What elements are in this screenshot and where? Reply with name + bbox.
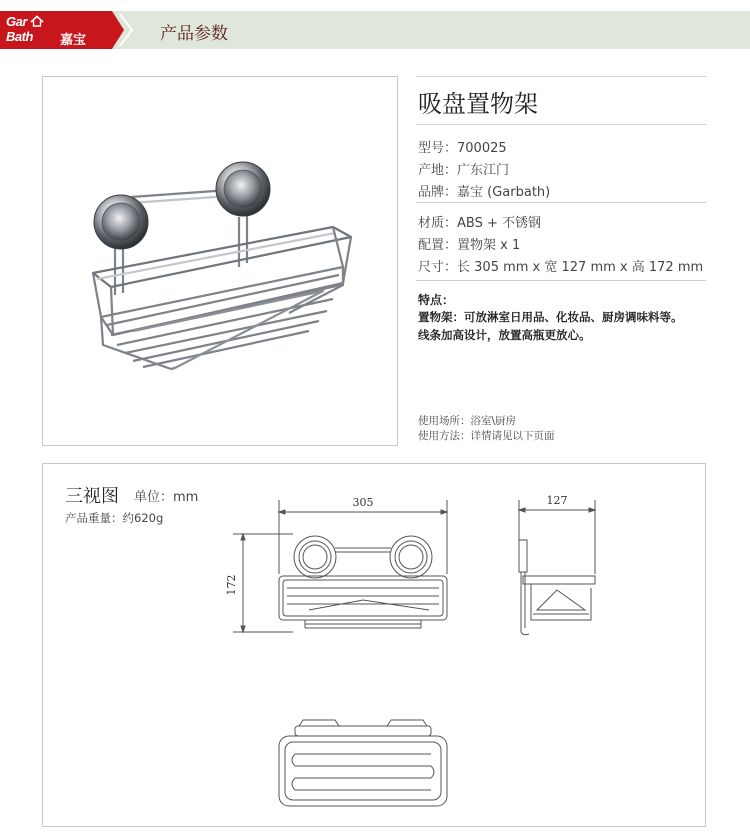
product-name: 吸盘置物架: [418, 90, 538, 118]
spec-origin: 产地：广东江门: [418, 163, 510, 178]
spec-configuration: 配置：置物架 x 1: [418, 238, 521, 253]
feature-line: 置物架：可放淋室日用品、化妆品、厨房调味料等。: [418, 310, 683, 324]
brand-logo[interactable]: [0, 11, 112, 49]
usage-place: 使用场所：浴室\厨房: [418, 415, 517, 427]
product-photo: [42, 76, 398, 446]
top-view-drawing: [279, 720, 447, 806]
spec-panel: [416, 76, 706, 446]
spec-brand: 品牌：嘉宝 (Garbath): [418, 185, 551, 200]
three-views-panel: [42, 463, 706, 827]
divider: [416, 280, 706, 281]
page-title: 产品参数: [160, 24, 228, 44]
views-title: 三视图: [65, 486, 119, 507]
side-view-drawing: [519, 500, 595, 635]
spec-size: 尺寸：长 305 mm x 宽 127 mm x 高 172 mm: [418, 260, 704, 275]
logo-text-bath: Bath: [6, 29, 33, 44]
divider: [416, 76, 706, 77]
usage-method: 使用方法：详情请见以下页面: [418, 430, 555, 442]
header-banner: [0, 11, 750, 49]
logo-text-cn: 嘉宝: [60, 33, 87, 48]
chevron-right-icon: [118, 14, 136, 46]
front-view-drawing: [233, 500, 447, 632]
dim-depth-label: 127: [546, 494, 568, 507]
spec-model: 型号：700025: [418, 141, 507, 156]
dim-height-label: 172: [225, 574, 238, 596]
divider: [416, 202, 706, 203]
divider: [416, 124, 706, 125]
house-icon: [30, 15, 44, 27]
feature-line: 线条加高设计，放置高瓶更放心。: [418, 328, 591, 342]
dim-width-label: 305: [352, 496, 374, 509]
spec-material: 材质：ABS + 不锈钢: [418, 216, 542, 231]
logo-text-gar: Gar: [6, 14, 27, 29]
views-unit: 单位：mm: [134, 490, 199, 505]
shelf-illustration: [43, 77, 399, 447]
product-weight: 产品重量：约620g: [65, 511, 164, 525]
features-title: 特点：: [418, 293, 455, 307]
technical-drawings: [43, 464, 707, 828]
